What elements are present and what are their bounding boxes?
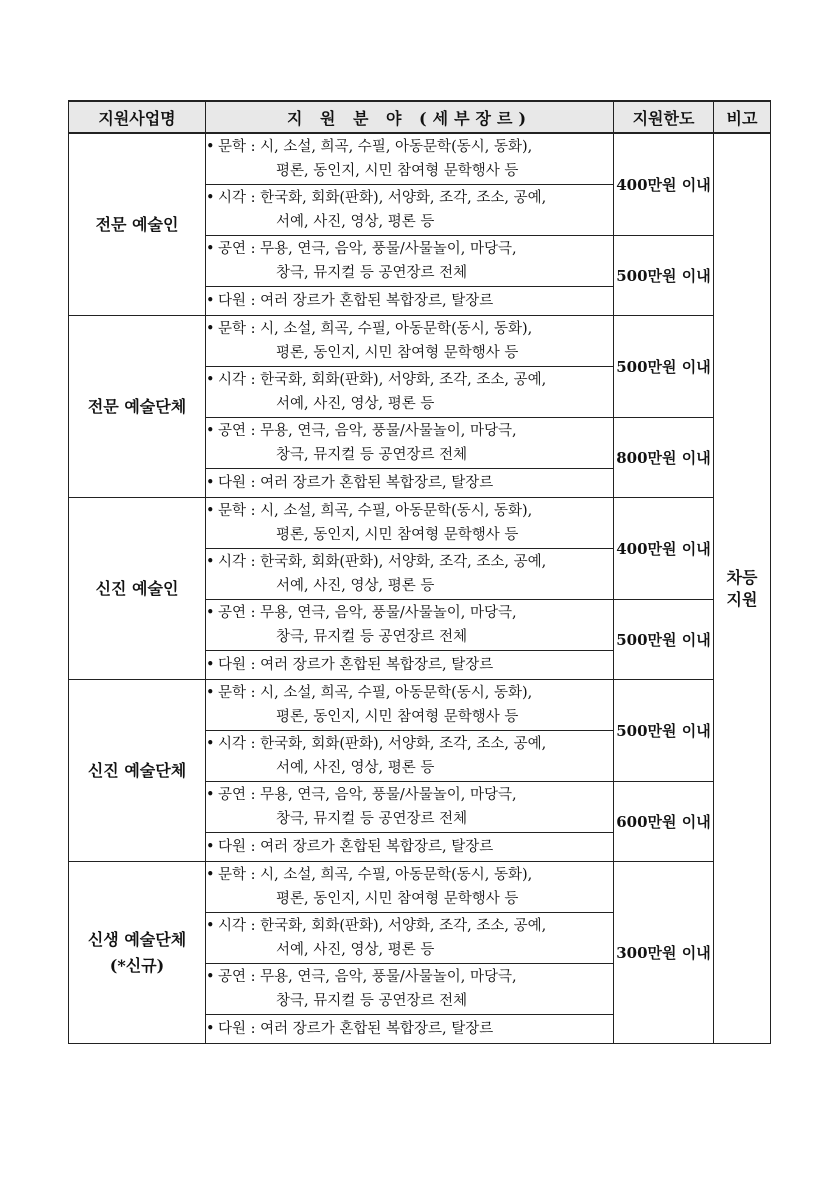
table-row	[69, 680, 771, 731]
field-performance-cell: • 공연 : 무용, 연극, 음악, 풍물/사물놀이, 마당극, 창극, 뮤지컬 등 공연장르 전체	[206, 418, 614, 469]
field-performance-cell: • 공연 : 무용, 연극, 음악, 풍물/사물놀이, 마당극, 창극, 뮤지컬 등 공연장르 전체	[206, 964, 614, 1015]
limit-cell: 600만원 이내	[614, 782, 714, 862]
field-performance-cell: • 공연 : 무용, 연극, 음악, 풍물/사물놀이, 마당극, 창극, 뮤지컬 등 공연장르 전체	[206, 236, 614, 287]
limit-cell: 400만원 이내	[614, 498, 714, 600]
header-program: 지원사업명	[69, 101, 206, 133]
table-row	[69, 862, 771, 913]
program-name-cell: 전문 예술인	[69, 133, 206, 316]
program-name-cell: 신생 예술단체 (*신규)	[69, 862, 206, 1044]
field-multi-cell: • 다원 : 여러 장르가 혼합된 복합장르, 탈장르	[206, 651, 614, 680]
table-row	[69, 498, 771, 549]
table-body	[69, 133, 771, 1044]
field-visual-cell: • 시각 : 한국화, 회화(판화), 서양화, 조각, 조소, 공예, 서예, 사진, 영상, 평론 등	[206, 913, 614, 964]
field-multi-cell: • 다원 : 여러 장르가 혼합된 복합장르, 탈장르	[206, 1015, 614, 1044]
header-note: 비고	[714, 101, 771, 133]
limit-cell: 500만원 이내	[614, 680, 714, 782]
field-literature-cell: • 문학 : 시, 소설, 희곡, 수필, 아동문학(동시, 동화), 평론, 동인지, 시민 참여형 문학행사 등	[206, 498, 614, 549]
field-multi-cell: • 다원 : 여러 장르가 혼합된 복합장르, 탈장르	[206, 287, 614, 316]
field-literature-cell: • 문학 : 시, 소설, 희곡, 수필, 아동문학(동시, 동화), 평론, 동인지, 시민 참여형 문학행사 등	[206, 862, 614, 913]
header-row	[69, 101, 771, 133]
field-literature-cell: • 문학 : 시, 소설, 희곡, 수필, 아동문학(동시, 동화), 평론, 동인지, 시민 참여형 문학행사 등	[206, 316, 614, 367]
field-multi-cell: • 다원 : 여러 장르가 혼합된 복합장르, 탈장르	[206, 469, 614, 498]
program-name-cell: 신진 예술단체	[69, 680, 206, 862]
limit-cell: 400만원 이내	[614, 133, 714, 236]
header-limit: 지원한도	[614, 101, 714, 133]
limit-cell: 500만원 이내	[614, 600, 714, 680]
limit-cell: 500만원 이내	[614, 316, 714, 418]
field-literature-cell: • 문학 : 시, 소설, 희곡, 수필, 아동문학(동시, 동화), 평론, 동인지, 시민 참여형 문학행사 등	[206, 680, 614, 731]
field-performance-cell: • 공연 : 무용, 연극, 음악, 풍물/사물놀이, 마당극, 창극, 뮤지컬 등 공연장르 전체	[206, 782, 614, 833]
field-performance-cell: • 공연 : 무용, 연극, 음악, 풍물/사물놀이, 마당극, 창극, 뮤지컬 등 공연장르 전체	[206, 600, 614, 651]
note-cell: 차등 지원	[714, 133, 771, 1044]
field-visual-cell: • 시각 : 한국화, 회화(판화), 서양화, 조각, 조소, 공예, 서예, 사진, 영상, 평론 등	[206, 731, 614, 782]
table-row	[69, 316, 771, 367]
header-field: 지 원 분 야 (세부장르)	[206, 101, 614, 133]
field-literature-cell: • 문학 : 시, 소설, 희곡, 수필, 아동문학(동시, 동화), 평론, 동인지, 시민 참여형 문학행사 등	[206, 133, 614, 185]
field-visual-cell: • 시각 : 한국화, 회화(판화), 서양화, 조각, 조소, 공예, 서예, 사진, 영상, 평론 등	[206, 367, 614, 418]
field-visual-cell: • 시각 : 한국화, 회화(판화), 서양화, 조각, 조소, 공예, 서예, 사진, 영상, 평론 등	[206, 185, 614, 236]
limit-cell: 500만원 이내	[614, 236, 714, 316]
field-visual-cell: • 시각 : 한국화, 회화(판화), 서양화, 조각, 조소, 공예, 서예, 사진, 영상, 평론 등	[206, 549, 614, 600]
program-name-cell: 신진 예술인	[69, 498, 206, 680]
limit-cell: 300만원 이내	[614, 862, 714, 1044]
limit-cell: 800만원 이내	[614, 418, 714, 498]
field-multi-cell: • 다원 : 여러 장르가 혼합된 복합장르, 탈장르	[206, 833, 614, 862]
program-name-cell: 전문 예술단체	[69, 316, 206, 498]
table-row	[69, 133, 771, 185]
support-table	[68, 100, 771, 1044]
